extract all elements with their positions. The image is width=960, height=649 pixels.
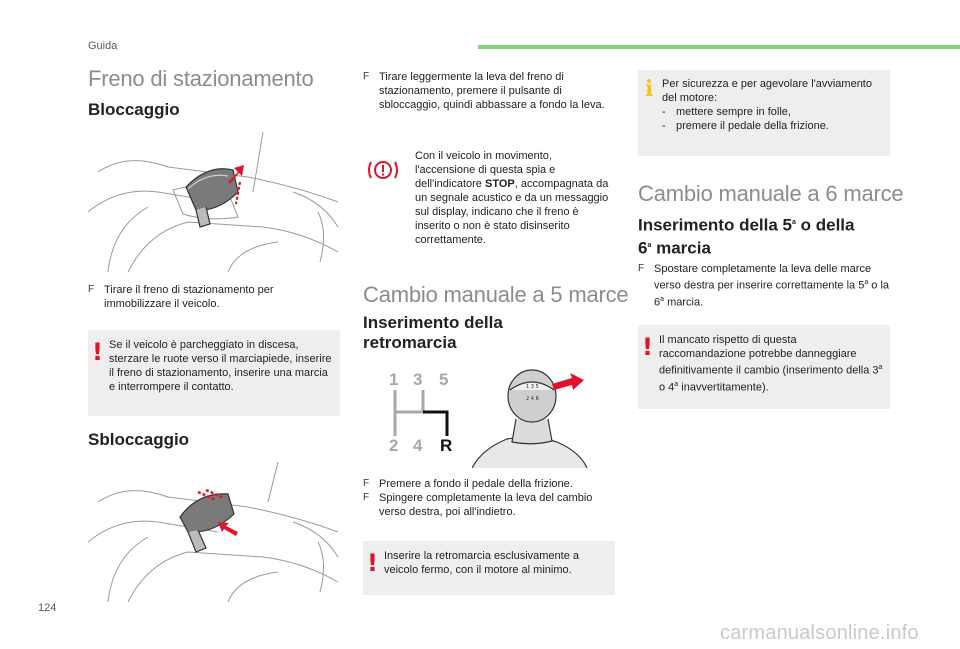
gear-pattern-diagram: [363, 366, 463, 462]
manual-5-title: Cambio manuale a 5 marce: [363, 282, 629, 307]
gear-label-3: 3: [413, 370, 423, 389]
svg-text:1 3 5: 1 3 5: [526, 384, 539, 390]
bullet-marker: F: [88, 284, 95, 295]
svg-text:2 4 R: 2 4 R: [526, 396, 540, 402]
warning-icon: !: [642, 333, 653, 361]
lock-heading: Bloccaggio: [88, 100, 180, 119]
gear-label-5: 5: [439, 370, 449, 389]
brake-alert-text: Con il veicolo in movimento, l'accensione di questa spia e dell'indicatore STOP, accompagnata da un segnale acustico e da un messaggio sul display, indicano che il freno è inserito o non è stato disinserito correttamente.: [415, 150, 609, 246]
gear-5-6-bullet: F Spostare completamente la leva delle marce verso destra per inserire correttamente la 5$^a$ o la 6$^a$ marcia.: [638, 263, 890, 309]
brake-warning-lamp-icon: [366, 158, 400, 182]
reverse-warning-box: [363, 541, 615, 595]
bullet-marker: F: [638, 263, 645, 274]
parking-brake-title: Freno di stazionamento: [88, 66, 314, 91]
safety-info-intro: Per sicurezza e per agevolare l'avviamento del motore:: [662, 78, 872, 104]
gearbox-warning-box: [638, 325, 890, 409]
parking-warning-text: Se il veicolo è parcheggiato in discesa, sterzare le ruote verso il marciapiede, inserire il freno di stazionamento, inserire una marcia e interrompere il contatto.: [109, 339, 332, 393]
gear-label-r: R: [440, 436, 453, 455]
warning-icon: !: [92, 338, 103, 366]
gear-5-6-heading: Inserimento della 5$^a$ o della 6$^a$ marcia: [638, 215, 855, 258]
handbrake-lock-illustration: [88, 132, 340, 275]
reverse-warning-text: Inserire la retromarcia esclusivamente a veicolo fermo, con il motore al minimo.: [384, 550, 580, 576]
manual-6-title: Cambio manuale a 6 marce: [638, 181, 904, 206]
section-label: Guida: [88, 40, 118, 52]
bullet-marker: F: [363, 478, 370, 489]
warning-icon: !: [367, 549, 378, 577]
bullet-marker: F: [363, 71, 370, 82]
unlock-bullet: F Tirare leggermente la leva del freno di stazionamento, premere il pulsante di sbloccaggio, quindi abbassare a fondo la leva.: [363, 71, 605, 111]
safety-info-box: i Per sicurezza e per agevolare l'avviamento del motore: - mettere sempre in folle, - premere il pedale della frizione.: [638, 70, 890, 156]
handbrake-unlock-illustration: [88, 462, 340, 605]
gear-label-1: 1: [389, 370, 399, 389]
watermark: carmanualsonline.info: [720, 622, 919, 644]
lock-bullet: F Tirare il freno di stazionamento per immobilizzare il veicolo.: [88, 284, 274, 310]
page-number: 124: [38, 602, 57, 614]
gear-knob-illustration: [472, 364, 592, 468]
bullet-marker: F: [363, 492, 370, 503]
reverse-heading: Inserimento della retromarcia: [363, 313, 503, 352]
info-icon: i: [645, 76, 654, 102]
unlock-heading: Sbloccaggio: [88, 430, 190, 449]
gear-label-2: 2: [389, 436, 399, 455]
parking-warning-box: [88, 330, 340, 416]
reverse-bullets: F Premere a fondo il pedale della frizione. F Spingere completamente la leva del cambio verso destra, poi all'indietro.: [363, 478, 593, 518]
section-bar: [478, 45, 960, 49]
gear-label-4: 4: [413, 436, 423, 455]
gearbox-warning-text: Il mancato rispetto di questa raccomandazione potrebbe danneggiare definitivamente il cambio (inserimento della 3$^a$ o 4$^a$ inavvertitamente).: [659, 334, 883, 394]
